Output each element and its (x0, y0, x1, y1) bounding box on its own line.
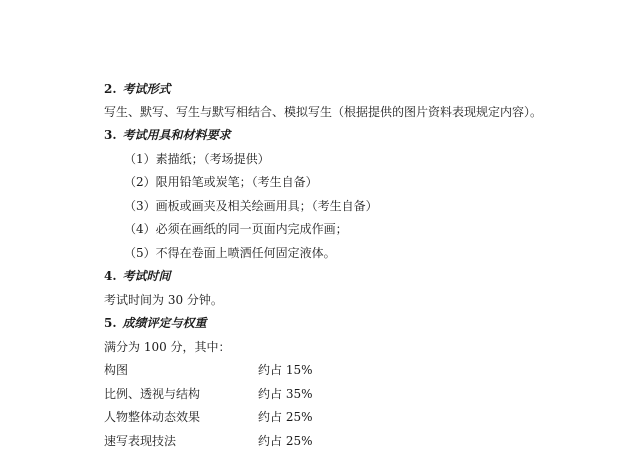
section-3-item-5: （5）不得在卷面上喷洒任何固定液体。 (124, 246, 336, 260)
score-value: 约占 25% (258, 434, 313, 448)
section-2-title: 考试形式 (122, 82, 171, 96)
section-3-item-2: （2）限用铅笔或炭笔；（考生自备） (124, 175, 318, 189)
section-2-body: 写生、默写、写生与默写相结合、模拟写生（根据提供的图片资料表现规定内容）。 (104, 105, 543, 119)
section-5-body: 满分为 100 分，其中： (104, 340, 231, 354)
section-4-number: 4. (104, 269, 117, 283)
section-3-number: 3. (104, 128, 117, 142)
section-4-heading (104, 268, 171, 284)
score-value: 约占 25% (258, 410, 313, 424)
section-4-title: 考试时间 (122, 269, 171, 283)
section-5-title: 成绩评定与权重 (122, 316, 207, 330)
section-5-number: 5. (104, 316, 117, 330)
section-3-item-1: （1）素描纸；（考场提供） (124, 152, 270, 166)
section-4-body: 考试时间为 30 分钟。 (104, 293, 223, 307)
score-value: 约占 15% (258, 363, 313, 377)
section-3-heading (104, 127, 231, 143)
score-label: 速写表现技法 (104, 434, 177, 448)
section-5-heading (104, 315, 207, 331)
score-label: 比例、透视与结构 (104, 387, 201, 401)
score-label: 构图 (104, 363, 129, 377)
section-3-item-3: （3）画板或画夹及相关绘画用具；（考生自备） (124, 199, 378, 213)
score-label: 人物整体动态效果 (104, 410, 201, 424)
score-value: 约占 35% (258, 387, 313, 401)
section-2-heading (104, 81, 171, 97)
section-2-number: 2. (104, 82, 117, 96)
section-3-item-4: （4）必须在画纸的同一页面内完成作画； (124, 222, 348, 236)
section-3-title: 考试用具和材料要求 (122, 128, 231, 142)
